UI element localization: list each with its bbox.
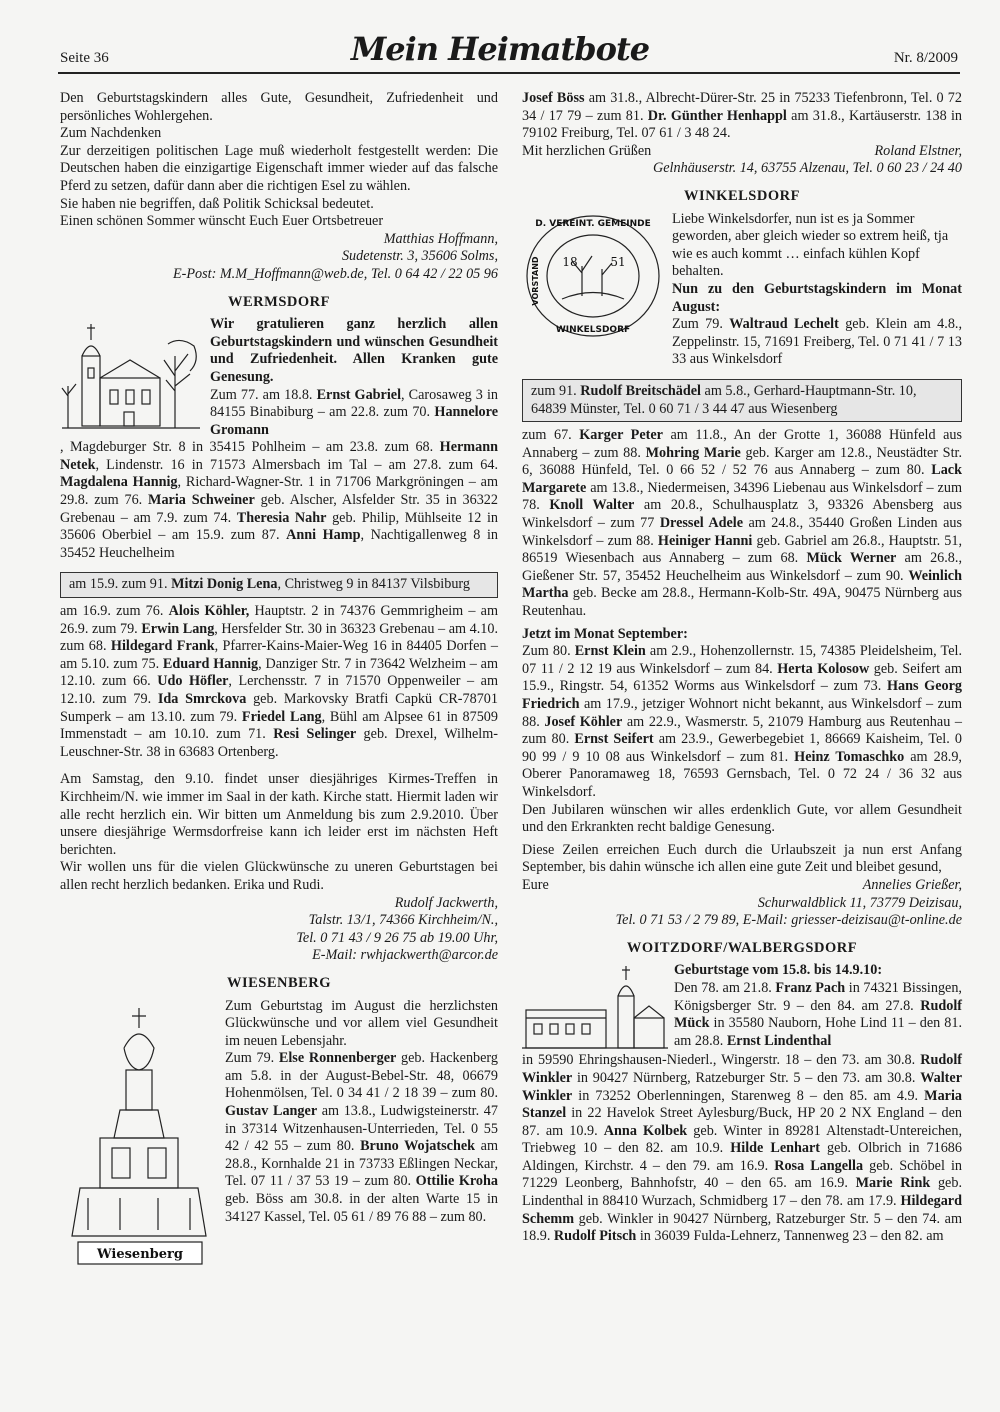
fountain-drawing xyxy=(60,998,218,1268)
person-name: Rosa Langella xyxy=(774,1157,864,1174)
woitzdorf-birthdays xyxy=(522,1052,962,1246)
august-heading: Nun zu den Geburtstagskindern im Monat August: xyxy=(672,280,962,315)
greeting-line: Mit herzlichen Grüßen xyxy=(522,142,652,159)
person-name: Eduard Hannig xyxy=(162,655,259,672)
winkelsdorf-greeting: Liebe Winkelsdorfer, nun ist es ja Sommer geworden, aber gleich wieder so extrem heiß, tja wie es auch kommt … einfach kühlen Kopf behalten. xyxy=(672,210,949,280)
issue-number: Nr. 8/2009 xyxy=(893,50,958,66)
text: in 36039 Fulda-Lehnerz, Tannenweg 23 – den 82. am xyxy=(636,1228,944,1245)
person-name: Maria Stanzel xyxy=(522,1087,962,1122)
text: geb. Karger am 12.8., Neustädter Str. 6, 36088 Hünfeld, Tel. 0 66 52 / 52 76 aus Annaberg – zum 80. xyxy=(522,444,962,479)
text: am 22.9., Wasmerstr. 5, 21079 Hamburg aus Reutenhau – zum 80. xyxy=(522,713,962,748)
wish-paragraph: Den Jubilaren wünschen wir alles erdenklich Gute, vor allem Gesundheit und den Erkrankten recht baldige Genesung. xyxy=(522,801,962,836)
text: am 13.8., Ludwigsteinerstr. 47 in 37314 Witzenhausen-Unterrieden, Tel. 0 55 42 / 42 55 – zum 80. xyxy=(225,1103,498,1155)
person-name: Gustav Langer xyxy=(225,1103,318,1120)
august-birthdays-start xyxy=(672,316,962,369)
person-name: Lack Margarete xyxy=(522,462,962,496)
seal-bottom-text: WINKELSDORF xyxy=(555,324,631,335)
church-drawing xyxy=(60,316,202,436)
text: geb. Drexel, Wilhelm-Leuschner-Str. 38 in 63683 Ortenberg. xyxy=(60,726,498,760)
person-name: Mück Werner xyxy=(806,550,897,567)
seal-year-left: 18 xyxy=(562,254,578,269)
text: am 31.8., Albrecht-Dürer-Str. 25 in 75233 Tiefenbronn, Tel. 0 72 34 / 17 79 – zum 81. xyxy=(522,90,962,124)
text: am 28.9, Oberer Panoramaweg 18, 76593 Gernsbach, Tel. 0 72 24 / 36 32 aus Winkelsdorf. xyxy=(522,748,962,800)
text: in 22 Havelok Street Aylesburg/Buck, HP 20 2 NX England – den 87. am 10.9. xyxy=(522,1105,962,1139)
text: geb. Seifert am 15.9., Ringstr. 54, 61352 Worms aus Winkelsdorf – zum 73. xyxy=(522,660,962,695)
person-name: Dressel Adele xyxy=(659,515,744,532)
masthead-title: Mein Heimatbote xyxy=(350,30,650,68)
person-name: Rudolf Mück xyxy=(674,997,962,1032)
text: , Nachtigallenweg 8 in 35452 Heuchelheim xyxy=(60,527,499,561)
person-name: Knoll Walter xyxy=(549,497,635,514)
person-name: Heinz Tomaschko xyxy=(794,748,905,765)
person-name: Resi Selinger xyxy=(273,726,357,743)
text: , Lerchensstr. 7 in 71570 Oppenweiler – am 12.10. zum 79. xyxy=(60,673,498,707)
wermsdorf-birthdays-start xyxy=(210,387,498,440)
wermsdorf-birthdays xyxy=(60,439,498,562)
person-name: Waltraud Lechelt xyxy=(729,316,839,333)
woitzdorf-birthdays-start xyxy=(674,980,962,1050)
person-name: Theresia Nahr xyxy=(236,509,327,526)
text: geb. Philip, Mühlseite 12 in 35606 Oberbiel – am 15.9. zum 87. xyxy=(60,509,499,544)
header-rule xyxy=(58,72,960,74)
person-name: Rudolf Pitsch xyxy=(553,1228,637,1245)
person-name: Walter Winkler xyxy=(522,1069,962,1104)
text: , Richard-Wagner-Str. 1 in 71706 Markgröningen – am 29.8. zum 76. xyxy=(60,474,499,509)
person-name: Ernst Seifert xyxy=(574,731,654,748)
signature-address: Gelnhäuserstr. 14, 63755 Alzenau, Tel. 0 60 23 / 24 40 xyxy=(653,160,962,177)
signature-email: E-Mail: rwhjackwerth@arcor.de xyxy=(312,947,498,964)
wermsdorf-intro xyxy=(60,316,498,439)
text: , Hersfelder Str. 30 in 36323 Grebenau – am 4.10. zum 68. xyxy=(60,620,498,655)
intro-paragraph: Sie haben nie begriffen, daß Politik Schicksal bedeutet. xyxy=(60,195,374,212)
text: in 35580 Nauborn, Hohe Lind 11 – den 81. am 28.8. xyxy=(674,1015,962,1049)
seal-left-text: VORSTAND xyxy=(531,255,540,306)
person-name: Alois Köhler, xyxy=(168,603,250,620)
section-title-wiesenberg: WIESENBERG xyxy=(226,974,332,991)
text: , Danziger Str. 7 in 73642 Welzheim – am 12.10. zum 66. xyxy=(60,655,498,690)
september-birthdays xyxy=(522,643,962,801)
text: geb. Klein am 4.8., Zeppelinstr. 15, 71691 Freiberg, Tel. 0 71 41 / 7 13 33 aus Winkelsdorf xyxy=(672,316,963,368)
wiesenberg-greeting: Zum Geburtstag im August die herzlichsten Glückwünsche und vor allem viel Gesundheit im neuen Lebensjahr. xyxy=(225,997,498,1049)
person-name: Else Ronnenberger xyxy=(278,1050,397,1067)
fountain-illustration xyxy=(60,998,225,1268)
person-name: Karger Peter xyxy=(579,427,663,444)
text: am 15.9. zum 91. xyxy=(69,576,172,593)
text: Den 78. am 21.8. xyxy=(674,979,776,996)
text: am 23.9., Gewerbegebiet 1, 86669 Kaisheim, Tel. 0 90 99 / 9 10 08 aus Winkelsdorf – zum 81. xyxy=(522,731,962,765)
community-seal xyxy=(522,211,664,341)
person-name: Anna Kolbek xyxy=(603,1122,688,1139)
text: in 73252 Oberlenningen, Starenweg 8 – den 85. am 4.9. xyxy=(572,1087,925,1104)
text: geb. Becke am 28.8., Hermann-Kolb-Str. 49A, 90475 Nürnberg aus Reutenhau. xyxy=(522,585,962,620)
closing-eure: Eure xyxy=(522,876,549,893)
person-name: Hildegard Frank xyxy=(110,638,215,655)
text: am 17.9., jetziger Wohnort nicht bekannt, aus Winkelsdorf – zum 88. xyxy=(522,696,962,730)
intro-heading: Zum Nachdenken xyxy=(60,125,162,142)
person-name: Franz Pach xyxy=(775,979,846,996)
text: Hauptstr. 2 in 74376 Gemmrigheim – am 26.9. zum 79. xyxy=(60,603,499,637)
text: geb. Böss am 30.8. in der alten Warte 15 in 34127 Kassel, Tel. 05 61 / 89 76 88 – zum 80. xyxy=(225,1191,498,1225)
text: , Magdeburger Str. 8 in 35415 Pohlheim – am 23.8. zum 68. xyxy=(60,439,440,456)
text: Zum 79. xyxy=(672,316,730,333)
text: am 2.9., Hohenzollernstr. 15, 74385 Pleidelsheim, Tel. 07 11 / 2 12 19 aus Winkelsdorf – zum 84. xyxy=(522,643,962,677)
winkelsdorf-intro xyxy=(522,211,962,369)
person-name: Ernst Gabriel xyxy=(316,386,402,403)
person-name: Josef Köhler xyxy=(544,713,623,730)
wermsdorf-birthdays-continued xyxy=(60,603,498,761)
signature-name: Matthias Hoffmann, xyxy=(383,230,498,247)
text: am 13.8., Niedermeisen, 34396 Liebenau aus Winkelsdorf – zum 78. xyxy=(522,479,962,514)
person-name: Weinlich Martha xyxy=(522,567,962,602)
september-heading: Jetzt im Monat September: xyxy=(522,625,688,642)
church-illustration xyxy=(60,316,210,439)
text: am 26.8., Gießener Str. 57, 35452 Heuchelheim aus Winkelsdorf – zum 90. xyxy=(522,550,962,584)
text: geb. Gabriel am 26.8., Hauptstr. 51, 86519 Wiesenbach aus Annaberg – zum 68. xyxy=(522,532,963,567)
signature-phone: Tel. 0 71 43 / 9 26 75 ab 19.00 Uhr, xyxy=(296,929,498,946)
text: am 28.8., Kornhalde 21 in 73733 Eßlingen Neckar, Tel. 07 11 / 37 53 19 – zum 80. xyxy=(225,1138,498,1190)
text: , Pfarrer-Kains-Maier-Weg 16 in 84405 Dorfen – am 5.10. zum 75. xyxy=(60,638,498,672)
woitzdorf-intro xyxy=(522,962,962,1052)
text: geb. Winter in 89281 Altenstadt-Untereichen, Triebweg 10 – den 82. am 10.9. xyxy=(522,1122,962,1157)
village-drawing xyxy=(522,962,668,1052)
text: am 31.8., Kartäuserstr. 138 in 79102 Freiburg, Tel. 07 61 / 3 48 24. xyxy=(522,107,962,142)
text: geb. Winkler in 90427 Nürnberg, Ratzeburger Str. 5 – den 74. am 18.9. xyxy=(522,1210,962,1245)
person-name: Rudolf Breitschädel xyxy=(580,382,701,399)
person-name: Dr. Günther Henhappl xyxy=(647,107,787,124)
person-name: Friedel Lang xyxy=(241,708,322,725)
text: , Lindenstr. 16 in 71573 Almersbach im Tal – am 27.8. zum 64. xyxy=(95,456,498,473)
person-name: Magdalena Hannig xyxy=(60,474,178,491)
person-name: Hermann Netek xyxy=(60,439,498,473)
person-name: Udo Höfler xyxy=(157,673,229,690)
text: Zum 80. xyxy=(522,643,575,660)
left-column xyxy=(60,90,498,1268)
text: , Carosaweg 3 in 84155 Binabiburg – am 22.8. zum 70. xyxy=(210,386,498,421)
text: geb. Lindenthal in 88410 Wurzach, Schmidberg 17 – den 78. am 17.9. xyxy=(522,1175,962,1210)
intro-paragraph: Zur derzeitigen politischen Lage muß wiederholt festgestellt werden: Die Deutschen haben die einzigartige Eigenschaft immer wieder auf das falsche Pferd zu setzen, dafür dann aber die richtigen Esel zu wählen. xyxy=(60,142,498,194)
text: Zum 79. xyxy=(225,1050,279,1067)
person-name: Ernst Lindenthal xyxy=(726,1032,832,1049)
person-name: Ernst Klein xyxy=(574,643,646,660)
person-name: Ida Smrckova xyxy=(157,691,247,707)
continued-birthdays xyxy=(522,90,962,143)
person-name: Hans Georg Friedrich xyxy=(522,678,962,712)
page-number: Seite 36 xyxy=(60,50,109,66)
person-name: Heiniger Hanni xyxy=(657,532,753,549)
person-name: Erwin Lang xyxy=(141,620,215,637)
signature-address: Schurwaldblick 11, 73779 Deizisau, xyxy=(757,894,962,911)
text: am 20.8., Schulhausplatz 3, 93326 Abensberg aus Winkelsdorf – zum 77 xyxy=(522,497,963,532)
text: zum 67. xyxy=(522,427,580,444)
text: , Christweg 9 in 84137 Vilsbiburg xyxy=(277,576,470,593)
text: in 74321 Bissingen, Königsberger Str. 9 – den 84. am 27.8. xyxy=(674,979,962,1014)
text: in 59590 Ehringshausen-Niederl., Wingerstr. 18 – den 73. am 30.8. xyxy=(522,1052,921,1069)
thanks-paragraph: Wir wollen uns für die vielen Glückwünsche zu uneren Geburtstagen bei allen recht herzlich bedanken. Erika und Rudi. xyxy=(60,859,498,893)
person-name: Rudolf Winkler xyxy=(522,1052,962,1086)
signature-contact: Tel. 0 71 53 / 2 79 89, E-Mail: griesser-deizisau@t-online.de xyxy=(615,912,962,929)
person-name: Herta Kolosow xyxy=(777,660,870,677)
signature-address: Sudetenstr. 3, 35606 Solms, xyxy=(341,248,498,265)
text: , Bühl am Alpsee 61 in 87509 Immenstadt – am 10.10. zum 71. xyxy=(60,708,498,743)
village-illustration xyxy=(522,962,674,1052)
seal-top-text: D. VEREINT. GEMEINDE xyxy=(535,218,651,229)
signature-name: Annelies Grießer, xyxy=(862,876,962,893)
text: am 11.8., An der Grotte 1, 36088 Hünfeld aus Annaberg – zum 88. xyxy=(522,427,962,461)
signature-contact: E-Post: M.M_Hoffmann@web.de, Tel. 0 64 42 / 22 05 96 xyxy=(172,265,498,282)
section-title-winkelsdorf: WINKELSDORF xyxy=(684,187,800,204)
wiesenberg-block xyxy=(60,998,498,1268)
fountain-caption: Wiesenberg xyxy=(97,1246,183,1262)
person-name: Mitzi Donig Lena xyxy=(171,576,278,593)
seal-illustration xyxy=(522,211,672,369)
signature-address: Talstr. 13/1, 74366 Kirchheim/N., xyxy=(308,912,498,929)
text: am 5.8., Gerhard-Hauptmann-Str. 10, 64839 Münster, Tel. 0 60 71 / 3 44 47 aus Wiesenberg xyxy=(531,382,917,417)
person-name: Hilde Lenhart xyxy=(730,1140,821,1157)
section-title-woitzdorf: WOITZDORF/WALBERGSDORF xyxy=(626,939,858,956)
person-name: Josef Böss xyxy=(522,90,585,106)
text: geb. Olbrich in 71686 Aldingen, Kirchstr. 4 – den 79. am 16.9. xyxy=(522,1140,962,1174)
woitzdorf-heading: Geburtstage vom 15.8. bis 14.9.10: xyxy=(674,962,883,979)
text: geb. Schöbel in 71229 Leonberg, Bahnhofstr, 40 – den 65. am 16.9. xyxy=(522,1157,963,1192)
signature-name: Roland Elstner, xyxy=(874,142,962,159)
section-title-wermsdorf: WERMSDORF xyxy=(228,293,330,310)
seal-year-right: 51 xyxy=(610,254,626,269)
kirmes-announcement: Am Samstag, den 9.10. findet unser diesjähriges Kirmes-Treffen in Kirchheim/N. wie immer im Saal in der kath. Kirche statt. Hiermit laden wir alle recht herzlich ein. Wir bitten um Anmeldung bis zum 2.9.2010. Über unsere diesjährige Wermsdorfreise kann ich leider erst im nächsten Heft berichten. xyxy=(60,771,498,858)
signature-name: Rudolf Jackwerth, xyxy=(394,894,498,911)
intro-paragraph: Einen schönen Sommer wünscht Euch Euer Ortsbetreuer xyxy=(60,213,384,230)
person-name: Ottilie Kroha xyxy=(415,1173,498,1190)
closing-paragraph: Diese Zeilen erreichen Euch durch die Urlaubszeit ja nun erst Anfang September, bis dahin wünsche ich allen eine gute Zeit und bleibet gesund, xyxy=(522,841,962,876)
person-name: Maria Schweiner xyxy=(148,492,255,509)
text: geb. Alscher, Alsfelder Str. 35 in 36322 Grebenau – am 7.9. zum 74. xyxy=(60,492,498,526)
person-name: Mohring Marie xyxy=(645,444,741,461)
person-name: Hannelore Gromann xyxy=(210,404,498,438)
person-name: Bruno Wojatschek xyxy=(360,1138,476,1155)
text: am 24.8., 35440 Großen Linden aus Winkelsdorf – zum 88. xyxy=(522,515,963,549)
person-name: Hildegard Schemm xyxy=(522,1193,962,1227)
text: zum 91. xyxy=(531,382,581,399)
person-name: Marie Rink xyxy=(855,1175,931,1192)
highlight-box xyxy=(522,379,962,422)
text: in 90427 Nürnberg, Ratzeburger Str. 5 – den 73. am 30.8. xyxy=(572,1069,921,1086)
wiesenberg-birthdays xyxy=(225,1050,498,1226)
wermsdorf-greeting: Wir gratulieren ganz herzlich allen Geburtstagskindern und wünschen Gesundheit und Zufriedenheit. Allen Kranken gute Genesung. xyxy=(210,316,498,385)
person-name: Anni Hamp xyxy=(286,527,361,544)
highlight-box xyxy=(60,572,498,598)
right-column xyxy=(522,90,962,1246)
text: geb. Markovsky Bratfi Capkü CR-78701 Sumperk – am 13.10. zum 79. xyxy=(60,691,498,725)
august-birthdays xyxy=(522,427,962,621)
text: geb. Hackenberg am 5.8. in der August-Bebel-Str. 48, 06679 Hohenmölsen, Tel. 0 34 41 / 2 18 39 – zum 80. xyxy=(225,1050,498,1102)
text: Zum 77. am 18.8. xyxy=(210,386,317,403)
text: am 16.9. zum 76. xyxy=(60,603,169,620)
intro-paragraph: Den Geburtstagskindern alles Gute, Gesundheit, Zufriedenheit und persönliches Wohlergehen. xyxy=(60,90,498,124)
